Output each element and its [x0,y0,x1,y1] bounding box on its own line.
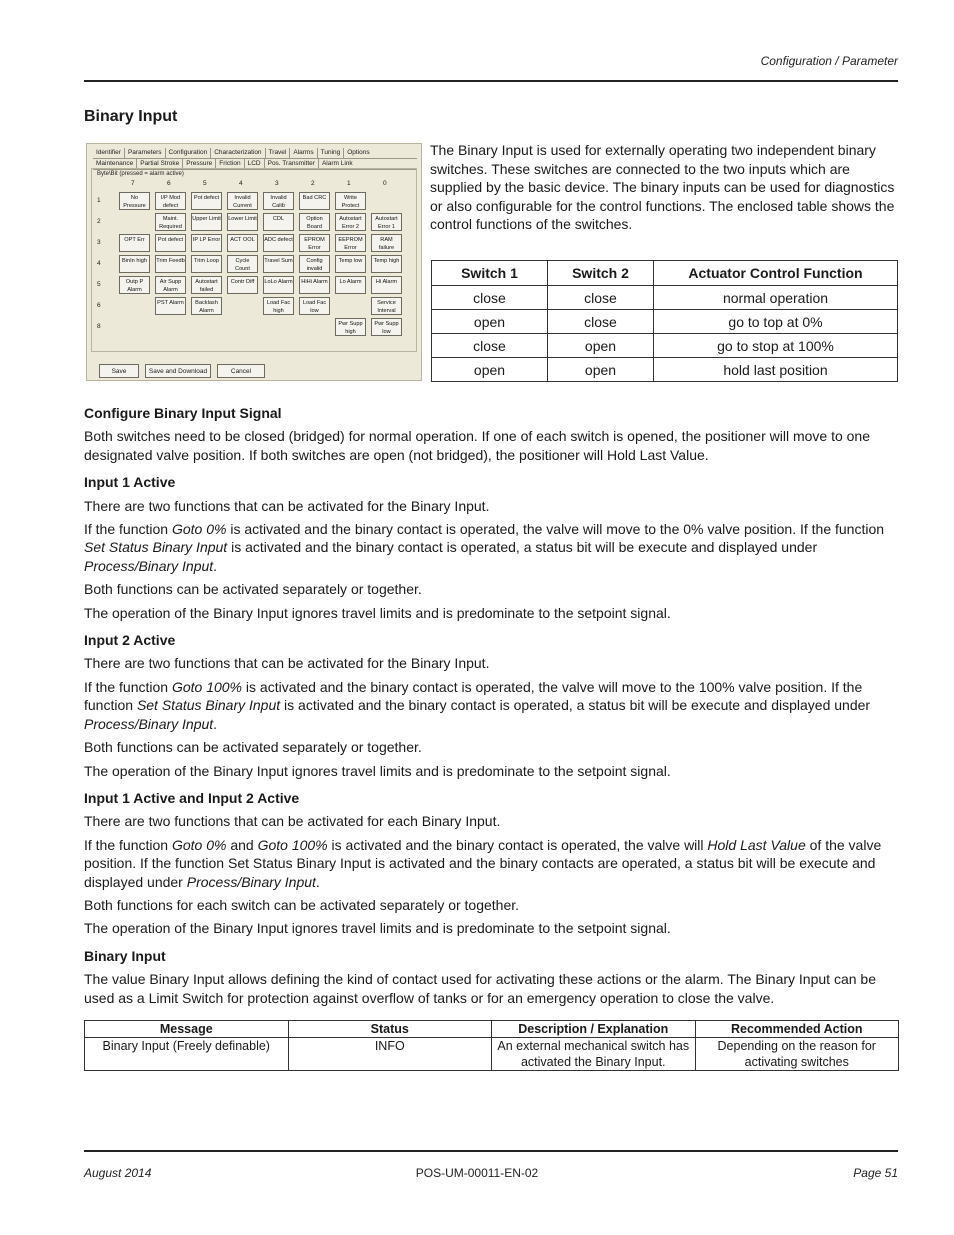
byte-row-label: 4 [97,260,101,267]
input1-heading: Input 1 Active [84,474,176,491]
alarm-bit-button[interactable]: RAM failure [371,234,402,252]
alarm-bit-button[interactable]: Pwr Supp low [371,318,402,336]
dialog-tab[interactable]: Characterization [211,148,265,158]
footer-date: August 2014 [84,1166,152,1180]
alarm-bit-button[interactable]: Contr Diff [227,276,258,294]
alarm-bit-button[interactable]: Air Supp Alarm [155,276,186,294]
message-table-header: Status [288,1021,492,1038]
dialog-tab[interactable]: Partial Stroke [137,159,183,169]
dialog-tabs [93,148,417,170]
dialog-tab[interactable]: Alarms [290,148,317,158]
dialog-tab[interactable]: Alarm Link [321,160,353,167]
byte-row-label: 2 [97,218,101,225]
both-function-paragraph: If the function Goto 0% and Goto 100% is activated and the binary contact is operated, the valve will Hold Last Value of the valve position. If the function Set Status Binary Input is activated and the binary contacts are operated, a status bit will be execute and displayed under Process/Binary Input. [84,836,882,890]
dialog-tab[interactable]: Travel [266,148,291,158]
table-cell: normal operation [654,286,898,310]
bit-column-label: 2 [311,180,315,187]
byte-row-label: 1 [97,197,101,204]
switch-function-table [431,260,898,382]
alarm-bit-button[interactable]: Bad CRC [299,192,330,210]
table-cell: close [432,286,548,310]
running-header: Configuration / Parameter [760,54,898,68]
table-cell: open [548,358,654,382]
alarm-bit-button[interactable]: Pot defect [155,234,186,252]
alarm-bit-button[interactable]: Write Protect [335,192,366,210]
alarm-bit-button[interactable]: LoLo Alarm [263,276,294,294]
save-and-download-button[interactable]: Save and Download [145,364,211,378]
alarm-bit-button[interactable]: No Pressure [119,192,150,210]
body-text [84,404,898,1007]
table-cell: open [432,310,548,334]
alarm-bit-button[interactable]: Autostart failed [191,276,222,294]
byte-row-label: 8 [97,323,101,330]
save-button[interactable]: Save [99,364,139,378]
alarm-bit-button[interactable]: Service Interval [371,297,402,315]
footer-page: Page 51 [853,1166,898,1180]
paragraph: Both functions for each switch can be activated separately or together. [84,896,520,913]
tab-row-1 [93,148,417,159]
dialog-tab[interactable]: Identifier [93,148,125,158]
alarm-bit-button[interactable]: Temp low [335,255,366,273]
section-title: Binary Input [84,108,178,125]
input1-function-paragraph: If the function Goto 0% is activated and the binary contact is operated, the valve will move to the 0% valve position. If the function Set Status Binary Input is activated and the binary contact is operated, a status bit will be execute and displayed under Process/Binary Input. [84,521,885,574]
alarm-bit-button[interactable]: Option Board [299,213,330,231]
alarm-bit-button[interactable]: Cycle Count [227,255,258,273]
message-table [84,1020,899,1071]
message-table-header: Description / Explanation [492,1021,696,1038]
bit-column-labels [97,180,407,188]
alarm-bit-button[interactable]: Trim Loop [191,255,222,273]
bit-column-label: 0 [383,180,387,187]
paragraph: The operation of the Binary Input ignores travel limits and is predominate to the setpoint signal. [84,604,671,621]
input2-function-paragraph: If the function Goto 100% is activated and the binary contact is operated, the valve will move to the 100% valve position. If the function Set Status Binary Input is activated and the binary contact is operated, a status bit will be execute and displayed under Process/Binary Input. [84,678,871,732]
alarm-bit-button[interactable]: CDL [263,213,294,231]
byte-row-label: 6 [97,302,101,309]
alarm-bit-button[interactable]: IP LP Error [191,234,222,252]
table-cell: go to stop at 100% [654,334,898,358]
table-cell: go to top at 0% [654,310,898,334]
bit-column-label: 7 [131,180,135,187]
paragraph: Both functions can be activated separately or together. [84,581,422,598]
alarm-link-dialog-screenshot [86,143,422,381]
binary-input-heading: Binary Input [84,947,166,964]
alarm-bit-button[interactable]: Outp P Alarm [119,276,150,294]
table-row [432,286,898,310]
table-cell: INFO [288,1038,492,1071]
alarm-bit-button[interactable]: Hi Alarm [371,276,402,294]
alarm-bit-button[interactable]: OPT Err [119,234,150,252]
bit-column-label: 6 [167,180,171,187]
table-cell: close [548,286,654,310]
alarm-bit-button[interactable]: Travel Sum [263,255,294,273]
alarm-bit-button[interactable]: Backlash Alarm [191,297,222,315]
alarm-bit-button[interactable]: Load Fac high [263,297,294,315]
alarm-bit-button[interactable]: PST Alarm [155,297,186,315]
table-cell: open [432,358,548,382]
switch-table-header: Switch 1 [432,261,548,286]
dialog-tab[interactable]: Parameters [125,148,166,158]
paragraph: The operation of the Binary Input ignores travel limits and is predominate to the setpoint signal. [84,920,671,937]
byte-row-label: 3 [97,239,101,246]
table-row [432,334,898,358]
alarm-bit-button[interactable]: BinIn high [119,255,150,273]
dialog-tab[interactable]: Tuning [318,148,345,158]
paragraph: The operation of the Binary Input ignores travel limits and is predominate to the setpoint signal. [84,762,671,779]
alarm-bit-button[interactable]: I/P Mod defect [155,192,186,210]
table-cell: hold last position [654,358,898,382]
bit-column-label: 3 [275,180,279,187]
table-cell: An external mechanical switch has activated the Binary Input. [492,1038,696,1071]
paragraph: Both functions can be activated separately or together. [84,739,422,756]
switch-table-header: Actuator Control Function [654,261,898,286]
dialog-tab[interactable]: LCD [245,159,265,169]
message-table-header: Message [85,1021,289,1038]
byte-bit-header: Byte\Bit (pressed = alarm active) [97,171,184,177]
alarm-bit-button[interactable]: Temp high [371,255,402,273]
bit-column-label: 5 [203,180,207,187]
cancel-button[interactable]: Cancel [217,364,265,378]
table-row [432,358,898,382]
alarm-bit-button[interactable]: Trim Feedb [155,255,186,273]
alarm-bit-button[interactable]: ADC defect [263,234,294,252]
table-row [85,1038,899,1071]
table-cell: close [548,310,654,334]
dialog-tab[interactable]: Maintenance [93,159,137,169]
alarm-bit-button[interactable]: Autostart Error 2 [335,213,366,231]
alarm-bit-button[interactable]: Load Fac low [299,297,330,315]
alarm-bit-button[interactable]: Maint. Required [155,213,186,231]
alarm-bit-button[interactable]: Pot defect [191,192,222,210]
bit-column-label: 4 [239,180,243,187]
alarm-bit-button[interactable]: Lower Limit [227,213,258,231]
paragraph: There are two functions that can be activated for the Binary Input. [84,497,490,514]
alarm-bit-button[interactable]: Lo Alarm [335,276,366,294]
table-cell: Depending on the reason for activating switches [695,1038,899,1071]
alarm-bit-button[interactable]: ACT OOL [227,234,258,252]
table-cell: open [548,334,654,358]
alarm-bit-button[interactable]: Pwr Supp high [335,318,366,336]
alarm-bit-button[interactable]: Autostart Error 1 [371,213,402,231]
alarm-bit-button[interactable]: Invalid Current [227,192,258,210]
configure-heading: Configure Binary Input Signal [84,405,282,421]
both-inputs-heading: Input 1 Active and Input 2 Active [84,789,300,806]
footer-rule [84,1150,898,1152]
message-table-header: Recommended Action [695,1021,899,1038]
intro-paragraph: The Binary Input is used for externally operating two independent binary switches. These switches are connected to the two inputs which are supplied by the basic device. The binary inputs can be used for diagnostics or also configurable for the control functions. The enclosed table shows the control functions of the switches. [430,142,895,233]
binary-input-paragraph: The value Binary Input allows defining the kind of contact used for activating these actions or the alarm. The Binary Input can be used as a Limit Switch for protection against overflow of tanks or for an emergency operation to close the valve. [84,971,876,1006]
input2-heading: Input 2 Active [84,632,176,649]
byte-row-label: 5 [97,281,101,288]
bit-column-label: 1 [347,180,351,187]
alarm-bit-button[interactable]: Config invalid [299,255,330,273]
alarm-bit-button[interactable]: HiHi Alarm [299,276,330,294]
switch-table-header: Switch 2 [548,261,654,286]
alarm-bit-button[interactable]: EEPROM Error [335,234,366,252]
dialog-tab[interactable]: Pressure [183,159,216,169]
footer-doc-number: POS-UM-00011-EN-02 [415,1166,539,1180]
dialog-tab[interactable]: Pos. Transmitter [265,159,319,169]
paragraph: There are two functions that can be activated for each Binary Input. [84,813,501,830]
table-row [432,310,898,334]
alarm-bit-button[interactable]: Invalid Calib [263,192,294,210]
dialog-tab[interactable]: Friction [216,159,244,169]
header-rule [84,80,898,82]
dialog-tab[interactable]: Options [347,149,370,156]
configure-paragraph: Both switches need to be closed (bridged) for normal operation. If one of each switch is opened, the positioner will move to one designated valve position. If both switches are open (not bridged), the positioner will Hold Last Value. [84,428,871,463]
dialog-tab[interactable]: Configuration [166,148,212,158]
paragraph: There are two functions that can be activated for the Binary Input. [84,655,490,672]
alarm-bit-button[interactable]: Upper Limit [191,213,222,231]
alarm-bit-button[interactable]: EPROM Error [299,234,330,252]
table-cell: close [432,334,548,358]
table-cell: Binary Input (Freely definable) [85,1038,289,1071]
